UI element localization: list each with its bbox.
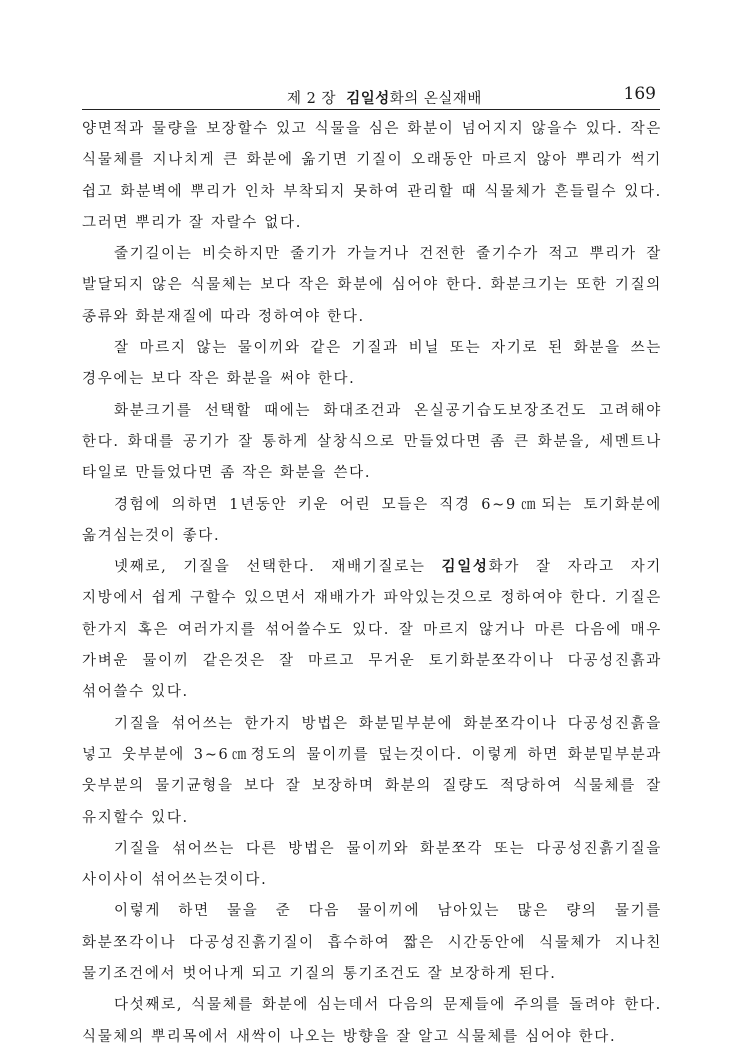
paragraph: 다섯째로, 식물체를 화분에 심는데서 다음의 문제들에 주의를 돌려야 한다. 식물체의 뿌리목에서 새싹이 나오는 방향을 잘 알고 식물체를 심어야 한다. bbox=[82, 997, 662, 1045]
body-text bbox=[82, 114, 662, 1053]
chapter-name-bold: 김일성 bbox=[346, 91, 390, 107]
chapter-title bbox=[287, 87, 482, 108]
paragraph-text: 넷째로, 기질을 선택한다. 재배기질로는 bbox=[114, 559, 442, 576]
paragraph: 기질을 섞어쓰는 다른 방법은 물이끼와 화분쪼각 또는 다공성진흙기질을 사이사이 섞어쓰는것이다. bbox=[82, 840, 662, 889]
emphasized-name: 김일성 bbox=[441, 559, 489, 576]
header-rule bbox=[82, 109, 660, 110]
paragraph bbox=[82, 552, 662, 708]
paragraph-continued: 양면적과 물량을 보장할수 있고 식물을 심은 화분이 넘어지지 않을수 있다. 작은 식물체를 지나치게 큰 화분에 옮기면 기질이 오래동안 마르지 않아 뿌리가 썩기 쉽고 화분벽에 뿌리가 인차 부착되지 못하여 관리할 때 식물체가 흔들릴수 있다. 그러면 뿌리가 잘 자랄수 없다. bbox=[82, 121, 662, 231]
paragraph: 화분크기를 선택할 때에는 화대조건과 온실공기습도보장조건도 고려해야 한다. 화대를 공기가 잘 통하게 살창식으로 만들었다면 좀 큰 화분을, 세멘트나 타일로 만들었다면 좀 작은 화분을 쓴다. bbox=[82, 402, 662, 482]
paragraph: 기질을 섞어쓰는 한가지 방법은 화분밑부분에 화분쪼각이나 다공성진흙을 넣고 웃부분에 3∼6㎝정도의 물이끼를 덮는것이다. 이렇게 하면 화분밑부분과 웃부분의 물기균형을 보다 잘 보장하며 화분의 질량도 적당하여 식물체를 잘 유지할수 있다. bbox=[82, 715, 662, 826]
paragraph: 줄기길이는 비슷하지만 줄기가 가늘거나 건전한 줄기수가 적고 뿌리가 잘 발달되지 않은 식물체는 보다 작은 화분에 심어야 한다. 화분크기는 또한 기질의 종류와 화분재질에 따라 정하여야 한다. bbox=[82, 246, 662, 325]
running-header bbox=[82, 84, 660, 108]
chapter-prefix: 제 2 장 bbox=[287, 91, 336, 107]
chapter-name-rest: 화의 온실재배 bbox=[389, 91, 482, 107]
paragraph: 이렇게 하면 물을 준 다음 물이끼에 남아있는 많은 량의 물기를 화분쪼각이나 다공성진흙기질이 흡수하여 짧은 시간동안에 식물체가 지나친 물기조건에서 벗어나게 되고 기질의 통기조건도 잘 보장하게 된다. bbox=[82, 903, 662, 983]
page-number: 169 bbox=[623, 84, 656, 104]
paragraph: 경험에 의하면 1년동안 키운 어린 모들은 직경 6∼9㎝되는 토기화분에 옮겨심는것이 좋다. bbox=[82, 496, 662, 544]
paragraph: 잘 마르지 않는 물이끼와 같은 기질과 비닐 또는 자기로 된 화분을 쓰는 경우에는 보다 작은 화분을 써야 한다. bbox=[82, 340, 662, 388]
paragraph-text: 화가 잘 자라고 자기 지방에서 쉽게 구할수 있으면서 재배가가 파악있는것으로 정하여야 한다. 기질은 한가지 혹은 여러가지를 섞어쓸수도 있다. 잘 마르지 않거나 마른 다음에 매우 가벼운 물이끼 같은것은 잘 마르고 무거운 토기화분쪼각이나 다공성진흙과 섞어쓸수 있다. bbox=[82, 559, 662, 701]
